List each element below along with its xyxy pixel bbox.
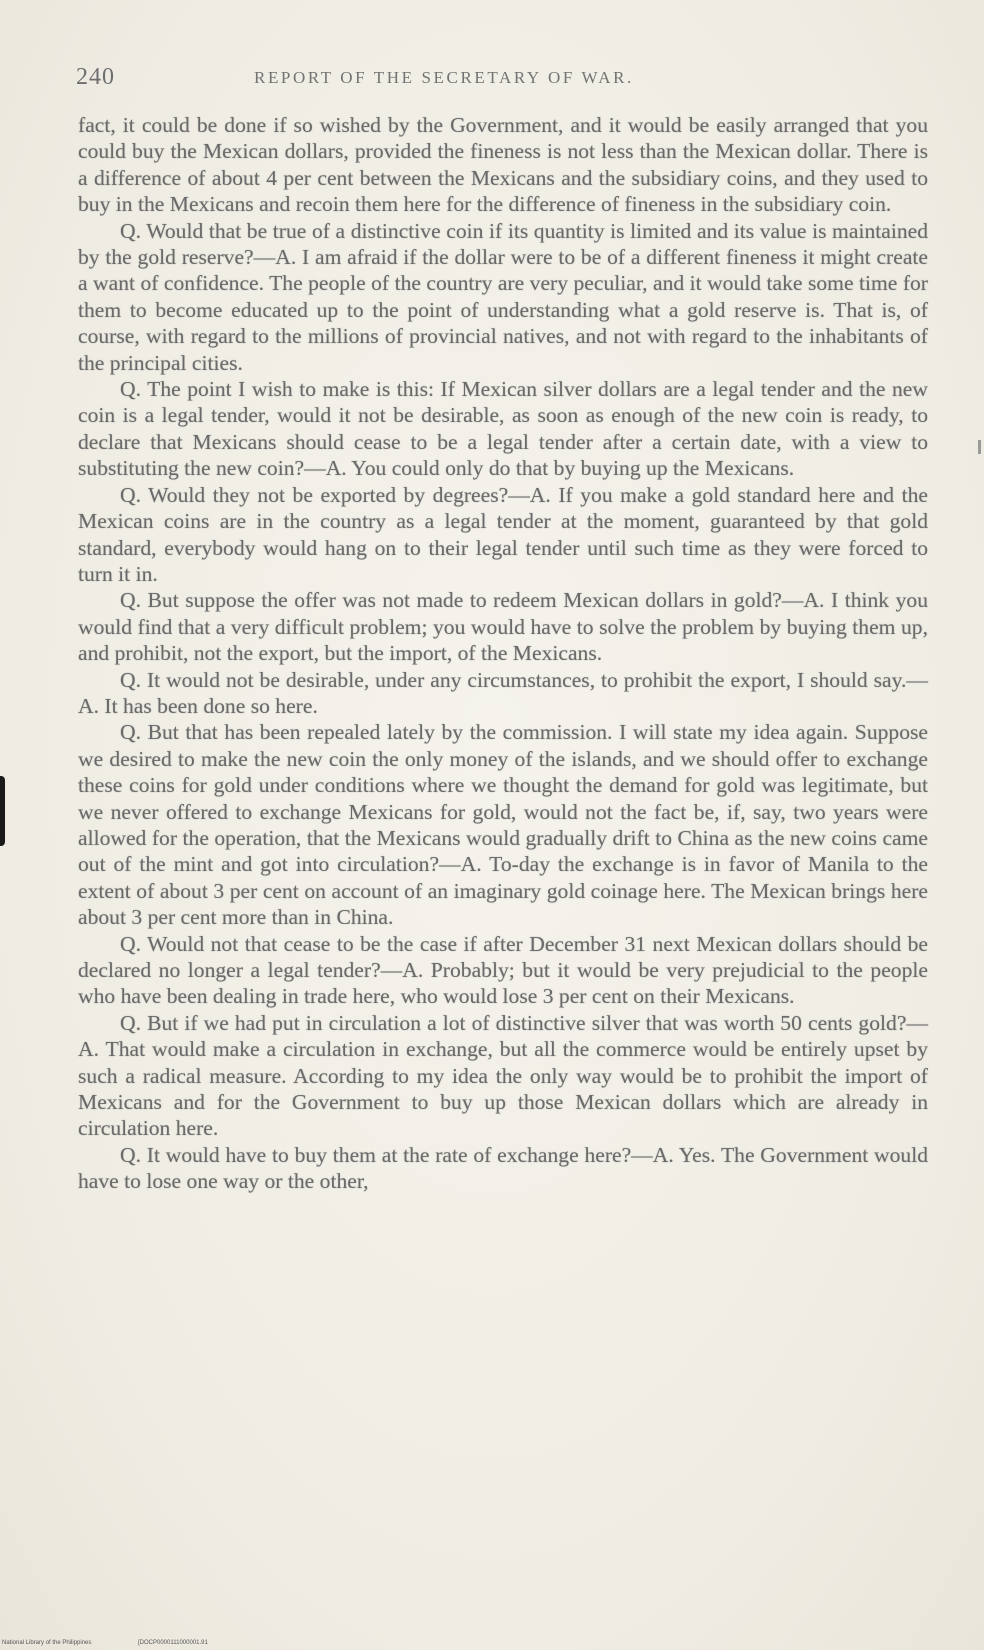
body-text xyxy=(78,112,928,1195)
page-header xyxy=(76,64,926,96)
page-number: 240 xyxy=(76,64,115,90)
paragraph-question: Q. Would they not be exported by degrees?—A. If you make a gold standard here and the Mexican coins are in the country as a legal tender at the moment, guaranteed by that gold standard, everybody would hang on to their legal tender until such time as they were forced to turn it in. xyxy=(78,482,928,586)
running-head: REPORT OF THE SECRETARY OF WAR. xyxy=(254,68,634,87)
paragraph-question: Q. It would have to buy them at the rate of exchange here?—A. Yes. The Government would have to lose one way or the other, xyxy=(78,1142,928,1194)
paragraph-question: Q. Would not that cease to be the case if after December 31 next Mexican dollars should be declared no longer a legal tender?—A. Probably; but it would be very prejudicial to the people who have been dealing in trade here, who would lose 3 per cent on their Mexicans. xyxy=(78,931,928,1009)
paragraph-question: Q. It would not be desirable, under any circumstances, to prohibit the export, I should say.—A. It has been done so here. xyxy=(78,667,928,718)
paragraph-continuation: fact, it could be done if so wished by the Government, and it would be easily arranged that you could buy the Mexican dollars, provided the fineness is not less than the Mexican dollar. There is a difference of about 4 per cent between the Mexicans and the subsidiary coins, and they used to buy in the Mexicans and recoin them here for the difference of fineness in the subsidiary coin. xyxy=(78,113,928,217)
paragraph-question: Q. But suppose the offer was not made to redeem Mexican dollars in gold?—A. I think you would find that a very difficult problem; you would have to solve the problem by buying them up, and prohibit, not the export, but the import, of the Mexicans. xyxy=(78,588,928,666)
paragraph-question: Q. Would that be true of a distinctive coin if its quantity is limited and its value is maintained by the gold reserve?—A. I am afraid if the dollar were to be of a different fineness it might create a want of confidence. The people of the country are very peculiar, and it would take some time for them to become educated up to the point of understanding what a gold reserve is. That is, of course, with regard to the millions of provincial natives, and not with regard to the inhabitants of the principal cities. xyxy=(78,218,928,375)
scan-edge-tick xyxy=(978,440,981,454)
footer-code: [DOCP0000111000001.91 xyxy=(138,1640,208,1646)
scan-edge-mark xyxy=(0,776,5,846)
paragraph-question: Q. But if we had put in circulation a lot of distinctive silver that was worth 50 cents gold?—A. That would make a circulation in exchange, but all the commerce would be entirely upset by such a radical measure. According to my idea the only way would be to prohibit the import of Mexicans and for the Government to buy up those Mexican dollars which are already in circulation here. xyxy=(78,1010,928,1141)
paragraph-question: Q. But that has been repealed lately by the commission. I will state my idea again. Suppose we desired to make the new coin the only money of the islands, and we should offer to exchange these coins for gold under conditions where we thought the demand for gold was legitimate, but we never offered to exchange Mexicans for gold, would not the fact be, if, say, two years were allowed for the operation, that the Mexicans would gradually drift to China as the new coins came out of the mint and got into circulation?—A. To-day the exchange is in favor of Manila to the extent of about 3 per cent on account of an imaginary gold coinage here. The Mexican brings here about 3 per cent more than in China. xyxy=(78,720,928,930)
paragraph-question: Q. The point I wish to make is this: If Mexican silver dollars are a legal tender and the new coin is a legal tender, would it not be desirable, as soon as enough of the new coin is ready, to declare that Mexicans should cease to be a legal tender after a certain date, with a view to substituting the new coin?—A. You could only do that by buying up the Mexicans. xyxy=(78,377,928,481)
footer-library: National Library of the Philippines xyxy=(2,1640,92,1646)
scan-footer xyxy=(0,1638,984,1650)
